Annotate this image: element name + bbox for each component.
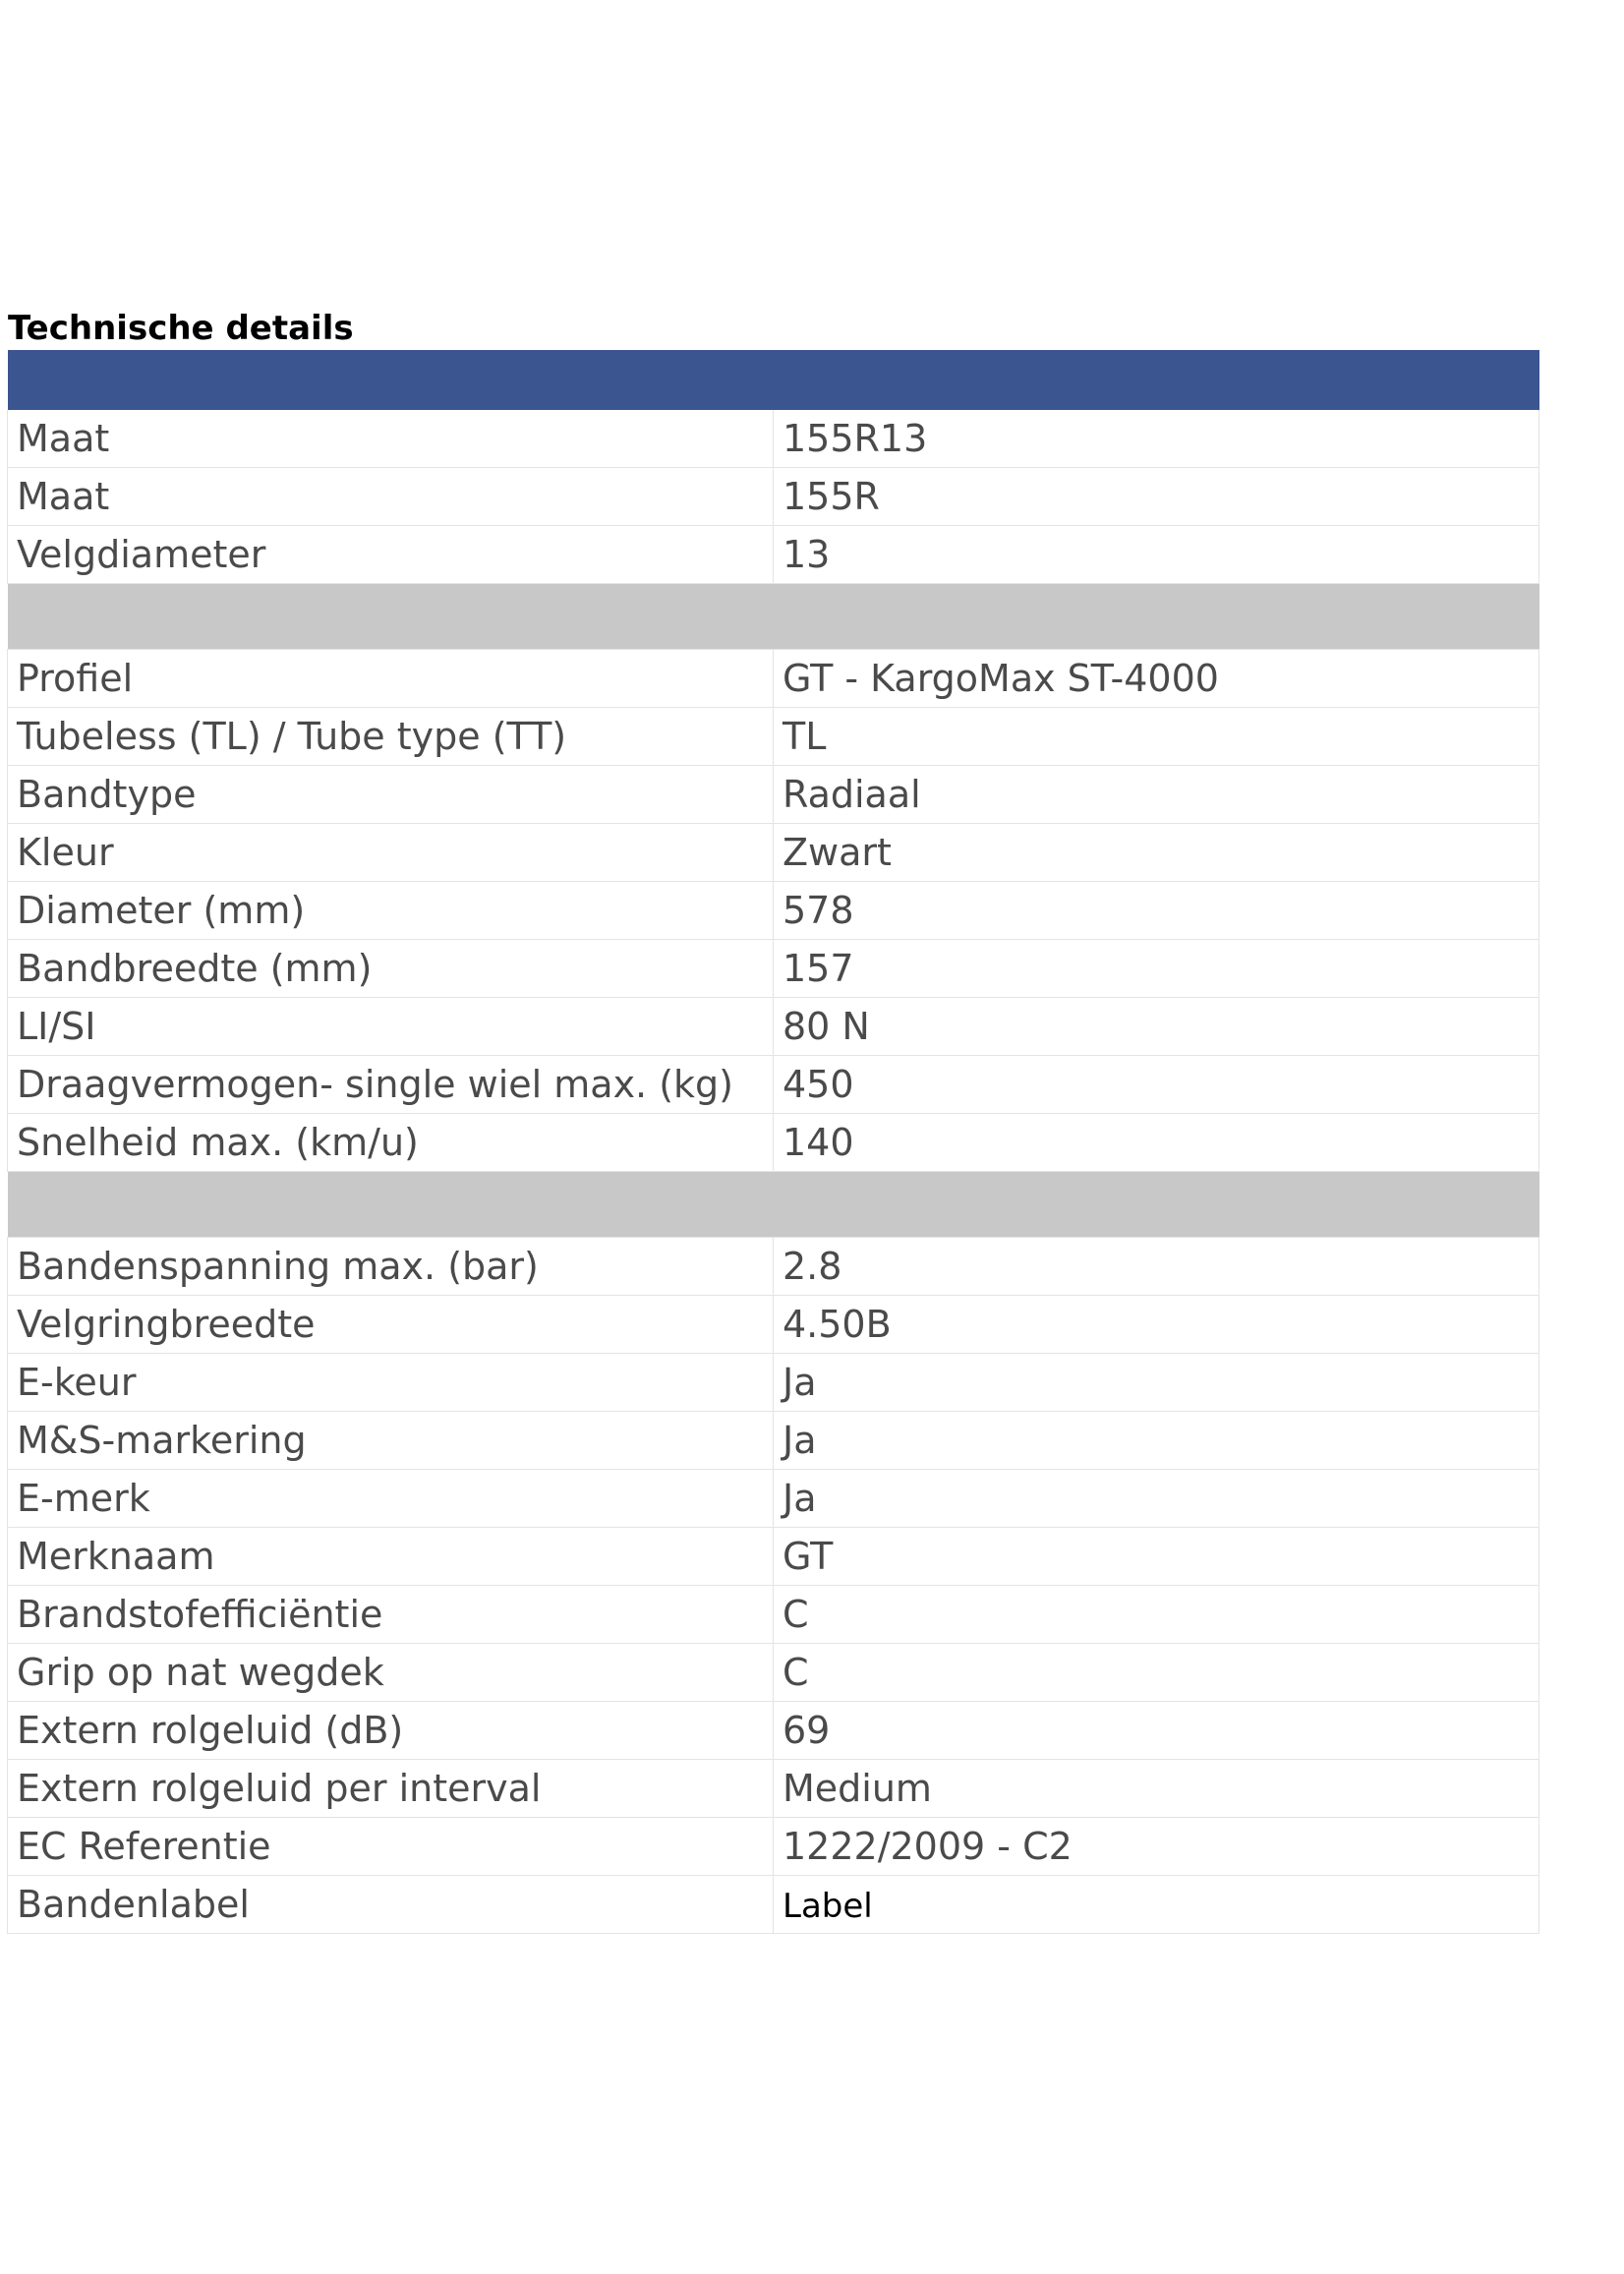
- spec-label: Velgdiameter: [8, 526, 774, 584]
- spec-label: E-merk: [8, 1470, 774, 1528]
- spec-label: Bandbreedte (mm): [8, 940, 774, 998]
- spec-value: GT - KargoMax ST-4000: [774, 650, 1539, 708]
- spec-label: Extern rolgeluid per interval: [8, 1760, 774, 1818]
- table-row: [8, 1354, 1539, 1412]
- spec-label: Draagvermogen- single wiel max. (kg): [8, 1056, 774, 1114]
- spec-value: Zwart: [774, 824, 1539, 882]
- spec-label: EC Referentie: [8, 1818, 774, 1876]
- table-row: [8, 1586, 1539, 1644]
- table-header-bar: [8, 350, 1539, 410]
- spec-label: Maat: [8, 410, 774, 468]
- table-row: [8, 882, 1539, 940]
- spec-label: Kleur: [8, 824, 774, 882]
- table-row: [8, 766, 1539, 824]
- spec-value: 157: [774, 940, 1539, 998]
- spec-value: 140: [774, 1114, 1539, 1172]
- table-row: [8, 1528, 1539, 1586]
- table-row: [8, 1114, 1539, 1172]
- table-row: [8, 1702, 1539, 1760]
- spec-label: Maat: [8, 468, 774, 526]
- spec-value: C: [774, 1586, 1539, 1644]
- spec-value: 80 N: [774, 998, 1539, 1056]
- spec-label: Profiel: [8, 650, 774, 708]
- table-row: [8, 1470, 1539, 1528]
- table-row: [8, 1818, 1539, 1876]
- table-row: [8, 1296, 1539, 1354]
- spec-label: Merknaam: [8, 1528, 774, 1586]
- spec-label: E-keur: [8, 1354, 774, 1412]
- table-row: [8, 1238, 1539, 1296]
- spec-label: Extern rolgeluid (dB): [8, 1702, 774, 1760]
- spec-label: Snelheid max. (km/u): [8, 1114, 774, 1172]
- spec-value: 69: [774, 1702, 1539, 1760]
- spec-label: LI/SI: [8, 998, 774, 1056]
- spec-label: Brandstofefficiëntie: [8, 1586, 774, 1644]
- spec-label: M&S-markering: [8, 1412, 774, 1470]
- table-row: [8, 1644, 1539, 1702]
- spec-value: 578: [774, 882, 1539, 940]
- table-row: [8, 650, 1539, 708]
- spec-label: Bandtype: [8, 766, 774, 824]
- table-row: [8, 708, 1539, 766]
- section-divider: [8, 584, 1539, 650]
- table-row: [8, 1876, 1539, 1934]
- spec-label: Grip op nat wegdek: [8, 1644, 774, 1702]
- spec-value: 155R13: [774, 410, 1539, 468]
- spec-value: Ja: [774, 1354, 1539, 1412]
- spec-value-cell: [774, 1876, 1539, 1934]
- table-row: [8, 468, 1539, 526]
- spec-value: Ja: [774, 1412, 1539, 1470]
- section-divider: [8, 1172, 1539, 1238]
- spec-value: 13: [774, 526, 1539, 584]
- table-row: [8, 1056, 1539, 1114]
- spec-value: 155R: [774, 468, 1539, 526]
- spec-value: 2.8: [774, 1238, 1539, 1296]
- table-row: [8, 1760, 1539, 1818]
- spec-label: Bandenlabel: [8, 1876, 774, 1934]
- table-row: [8, 824, 1539, 882]
- spec-label: Tubeless (TL) / Tube type (TT): [8, 708, 774, 766]
- table-row: [8, 940, 1539, 998]
- spec-label: Velgringbreedte: [8, 1296, 774, 1354]
- table-row: [8, 410, 1539, 468]
- spec-value: Medium: [774, 1760, 1539, 1818]
- table-row: [8, 998, 1539, 1056]
- spec-value: TL: [774, 708, 1539, 766]
- spec-value: Ja: [774, 1470, 1539, 1528]
- spec-value: 1222/2009 - C2: [774, 1818, 1539, 1876]
- tire-label-link[interactable]: Label: [783, 1887, 873, 1926]
- spec-value: Radiaal: [774, 766, 1539, 824]
- page-title: Technische details: [8, 309, 354, 348]
- technical-details-table: [7, 350, 1539, 1934]
- spec-value: C: [774, 1644, 1539, 1702]
- spec-value: 4.50B: [774, 1296, 1539, 1354]
- table-row: [8, 1412, 1539, 1470]
- spec-label: Bandenspanning max. (bar): [8, 1238, 774, 1296]
- spec-label: Diameter (mm): [8, 882, 774, 940]
- spec-value: GT: [774, 1528, 1539, 1586]
- spec-value: 450: [774, 1056, 1539, 1114]
- table-row: [8, 526, 1539, 584]
